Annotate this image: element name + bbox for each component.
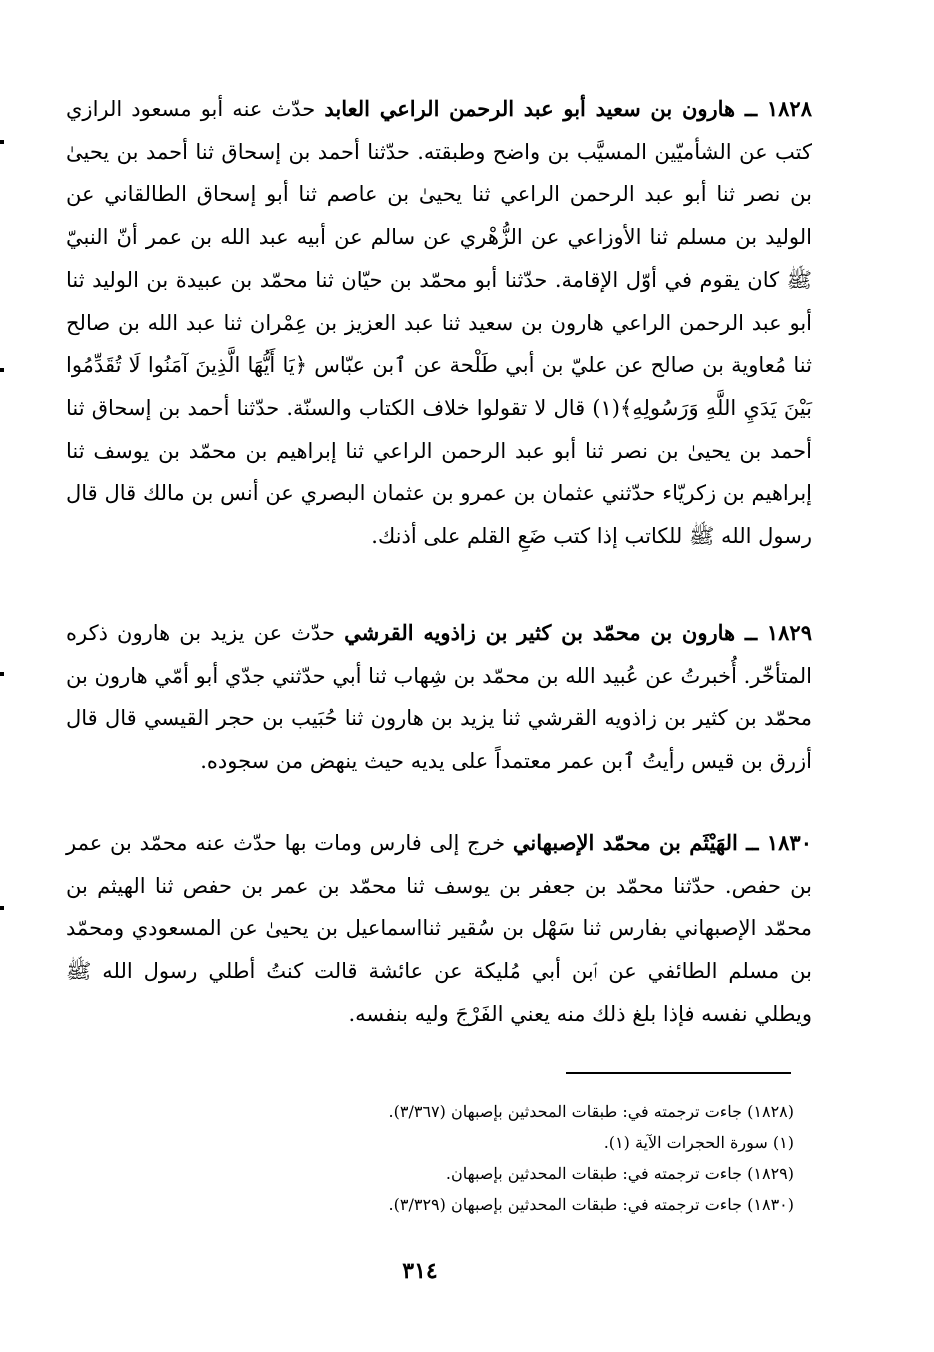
entry-heading: ١٨٢٩ ــ هارون بن محمّد بن كثير بن زاذويه القرشي	[344, 620, 812, 645]
entry-heading: ١٨٢٨ ــ هارون بن سعيد أبو عبد الرحمن الراعي العابد	[324, 96, 812, 121]
entry-body: حدّث عن يزيد بن هارون ذكره المتأخّر. أُخبرتُ عن عُبيد الله بن محمّد بن شِهاب ثنا أبي حدّثني جدّي أبو أمّي هارون بن محمّد بن كثير بن زاذويه القرشي ثنا يزيد بن هارون ثنا حُبَيب بن حجر القيسي قال قال أزرق بن قيس رأيتُ ٱبن عمر معتمداً على يديه حيث ينهض من سجوده.	[66, 621, 812, 774]
entry-1829	[66, 612, 812, 783]
footnote-1: (١) سورة الحجرات الآية (١).	[603, 1133, 794, 1152]
footnote-1830: (١٨٣٠) جاءت ترجمته في: طبقات المحدثين بإصبهان (٣/٣٢٩).	[388, 1195, 794, 1214]
entry-1830	[66, 822, 812, 1036]
margin-mark	[0, 140, 4, 144]
entry-body: حدّث عنه أبو مسعود الرازي كتب عن الشأميّين المسيَّب بن واضح وطبقته. حدّثنا أحمد بن إسحاق ثنا أحمد بن يحيىٰ بن نصر ثنا أبو عبد الرحمن الراعي ثنا يحيىٰ بن عاصم ثنا أبو إسحاق الطالقاني عن الوليد بن مسلم ثنا الأوزاعي عن الزُّهْري عن سالم عن أبيه عبد الله بن عمر أنّ النبيّ ﷺ كان يقوم في أوّل الإقامة. حدّثنا أبو محمّد بن حيّان ثنا محمّد بن عبيدة بن الوليد ثنا أبو عبد الرحمن الراعي هارون بن سعيد ثنا عبد العزيز بن عِمْران ثنا عبد الله بن صالح ثنا مُعاوية بن صالح عن عليّ بن أبي طَلْحة عن ٱبن عبّاس ﴿يَا أَيُّهَا الَّذِينَ آمَنُوا لَا تُقَدِّمُوا بَيْنَ يَدَيِ اللَّهِ وَرَسُولِهِ﴾(١) قال لا تقولوا خلاف الكتاب والسنّة. حدّثنا أحمد بن إسحاق ثنا أحمد بن يحيىٰ بن نصر ثنا أبو عبد الرحمن الراعي ثنا إبراهيم بن محمّد بن يوسف ثنا إبراهيم بن زكريّاء حدّثني عثمان بن عمرو بن عثمان البصري عن أنس بن مالك قال قال رسول الله ﷺ للكاتب إذا كتب ضَعِ القلم على أذنك.	[66, 97, 812, 549]
margin-mark	[0, 672, 4, 676]
footnote-1829: (١٨٢٩) جاءت ترجمته في: طبقات المحدثين بإصبهان.	[445, 1164, 794, 1183]
entry-heading: ١٨٣٠ ــ الهَيْثَم بن محمّد الإصبهاني	[512, 830, 812, 855]
footnote-1828: (١٨٢٨) جاءت ترجمته في: طبقات المحدثين بإصبهان (٣/٣٦٧).	[388, 1102, 794, 1121]
margin-mark	[0, 368, 4, 372]
footnote-divider	[566, 1072, 791, 1074]
entry-body: خرج إلى فارس ومات بها حدّث عنه محمّد بن عمر بن حفص. حدّثنا محمّد بن جعفر بن يوسف ثنا محمّد بن عمر بن حفص ثنا الهيثم بن محمّد الإصبهاني بفارس ثنا سَهْل بن سُقير ثنااسماعيل بن يحيىٰ عن المسعودي ومحمّد بن مسلم الطائفي عن ٱبن أبي مُليكة عن عائشة قالت كنتُ أطلي رسول الله ﷺ ويطلي نفسه فإذا بلغ ذلك منه يعني الفَرْجَ وليه بنفسه.	[66, 831, 812, 1026]
margin-mark	[0, 906, 4, 910]
entry-1828	[66, 88, 812, 558]
footnotes	[300, 1096, 794, 1220]
page-number: ٣١٤	[402, 1258, 438, 1284]
